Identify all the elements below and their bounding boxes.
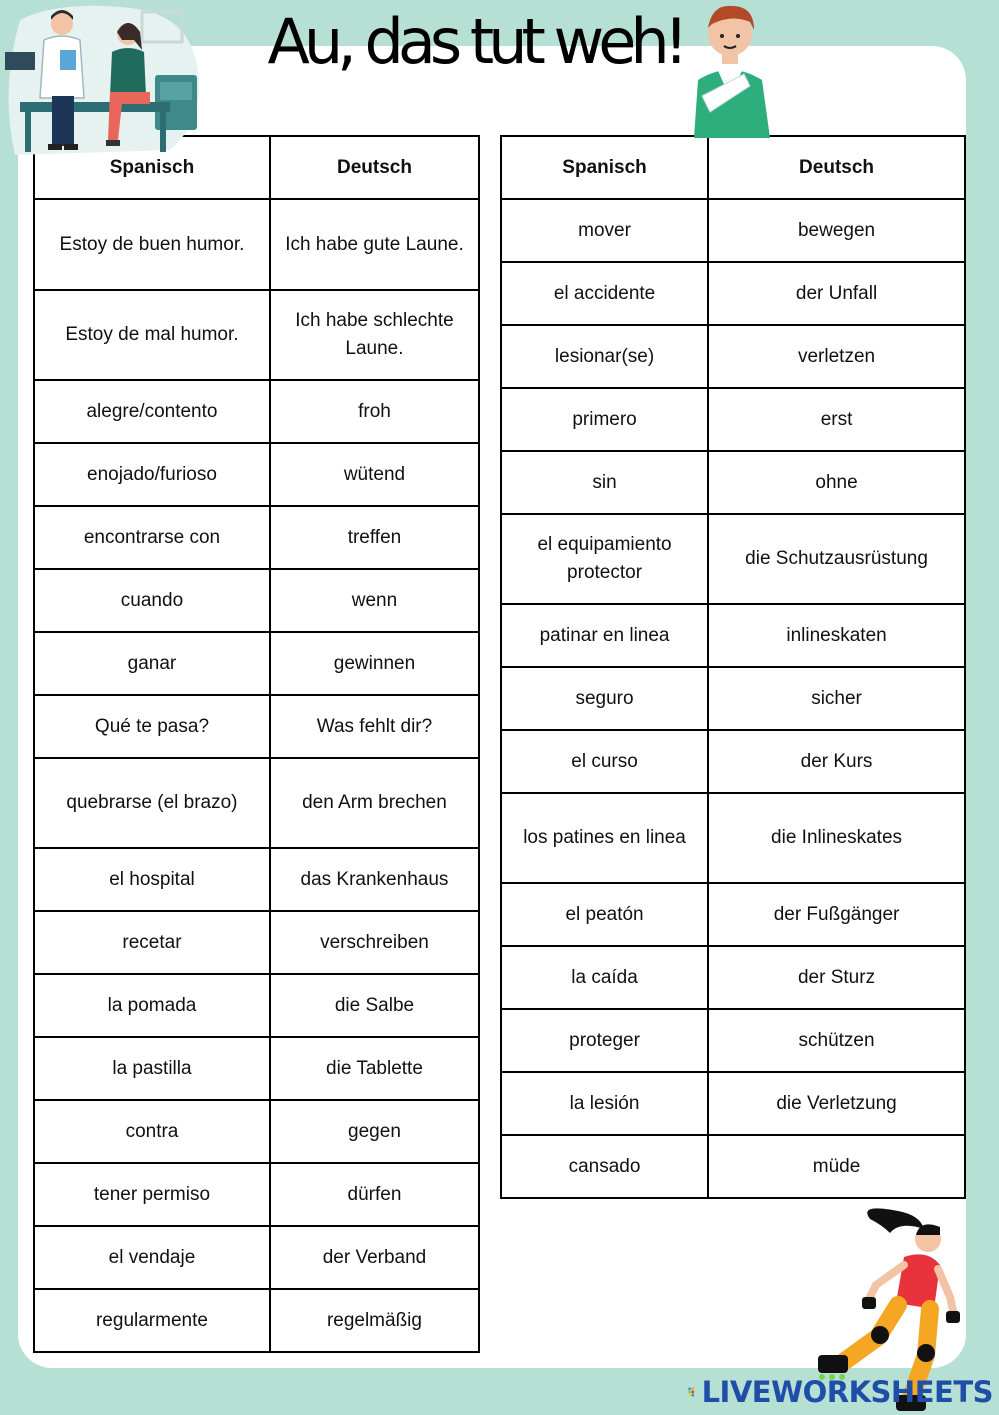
spanish-term: Qué te pasa? <box>34 695 270 758</box>
table-row <box>501 514 965 604</box>
table-row <box>34 1163 479 1226</box>
spanish-term: primero <box>501 388 708 451</box>
spanish-term: los patines en linea <box>501 793 708 883</box>
table-row <box>34 695 479 758</box>
vocab-table-left <box>33 135 480 1353</box>
spanish-term: mover <box>501 199 708 262</box>
table-row <box>34 758 479 848</box>
spanish-term: Estoy de mal humor. <box>34 290 270 380</box>
table-row <box>501 667 965 730</box>
german-term: verschreiben <box>270 911 479 974</box>
spanish-term: la lesión <box>501 1072 708 1135</box>
spanish-term: Estoy de buen humor. <box>34 199 270 290</box>
page-title: Au, das tut weh! <box>267 5 683 78</box>
german-term: der Sturz <box>708 946 965 1009</box>
table-row <box>501 199 965 262</box>
spanish-term: la pomada <box>34 974 270 1037</box>
table-row <box>34 290 479 380</box>
spanish-term: proteger <box>501 1009 708 1072</box>
german-term: müde <box>708 1135 965 1198</box>
german-term: erst <box>708 388 965 451</box>
spanish-term: cuando <box>34 569 270 632</box>
spanish-term: quebrarse (el brazo) <box>34 758 270 848</box>
spanish-term: enojado/furioso <box>34 443 270 506</box>
spanish-term: seguro <box>501 667 708 730</box>
german-term: froh <box>270 380 479 443</box>
table-row <box>34 974 479 1037</box>
table-row <box>34 1226 479 1289</box>
german-term: der Verband <box>270 1226 479 1289</box>
german-term: sicher <box>708 667 965 730</box>
table-row <box>34 911 479 974</box>
german-term: dürfen <box>270 1163 479 1226</box>
table-row <box>34 569 479 632</box>
german-term: gewinnen <box>270 632 479 695</box>
table-row <box>34 199 479 290</box>
german-term: Was fehlt dir? <box>270 695 479 758</box>
german-term: die Schutzausrüstung <box>708 514 965 604</box>
table-row <box>501 730 965 793</box>
column-header-spanish: Spanisch <box>34 136 270 199</box>
german-term: der Fußgänger <box>708 883 965 946</box>
german-term: der Unfall <box>708 262 965 325</box>
table-row <box>501 262 965 325</box>
german-term: verletzen <box>708 325 965 388</box>
spanish-term: lesionar(se) <box>501 325 708 388</box>
table-row <box>34 848 479 911</box>
spanish-term: sin <box>501 451 708 514</box>
table-row <box>501 1009 965 1072</box>
liveworksheets-logo-icon <box>688 1377 698 1407</box>
spanish-term: encontrarse con <box>34 506 270 569</box>
table-row <box>501 1072 965 1135</box>
column-header-german: Deutsch <box>270 136 479 199</box>
german-term: wenn <box>270 569 479 632</box>
spanish-term: tener permiso <box>34 1163 270 1226</box>
spanish-term: el hospital <box>34 848 270 911</box>
spanish-term: ganar <box>34 632 270 695</box>
german-term: die Salbe <box>270 974 479 1037</box>
spanish-term: el peatón <box>501 883 708 946</box>
logo-text: LIVEWORKSHEETS <box>701 1375 993 1409</box>
column-header-spanish: Spanisch <box>501 136 708 199</box>
table-row <box>501 946 965 1009</box>
table-row <box>34 506 479 569</box>
spanish-term: patinar en linea <box>501 604 708 667</box>
german-term: der Kurs <box>708 730 965 793</box>
vocab-table-right <box>500 135 966 1199</box>
column-header-german: Deutsch <box>708 136 965 199</box>
table-row <box>501 793 965 883</box>
german-term: ohne <box>708 451 965 514</box>
spanish-term: la pastilla <box>34 1037 270 1100</box>
spanish-term: el vendaje <box>34 1226 270 1289</box>
german-term: Ich habe gute Laune. <box>270 199 479 290</box>
liveworksheets-logo <box>688 1372 993 1412</box>
spanish-term: cansado <box>501 1135 708 1198</box>
doctor-patient-illustration <box>0 0 205 160</box>
spanish-term: regularmente <box>34 1289 270 1352</box>
german-term: die Inlineskates <box>708 793 965 883</box>
table-row <box>501 451 965 514</box>
spanish-term: alegre/contento <box>34 380 270 443</box>
injured-patient-illustration <box>680 0 780 138</box>
table-header-row <box>501 136 965 199</box>
spanish-term: el accidente <box>501 262 708 325</box>
table-row <box>34 1037 479 1100</box>
spanish-term: recetar <box>34 911 270 974</box>
spanish-term: el equipamiento protector <box>501 514 708 604</box>
table-row <box>34 443 479 506</box>
table-row <box>501 604 965 667</box>
german-term: wütend <box>270 443 479 506</box>
table-row <box>34 380 479 443</box>
table-row <box>34 1100 479 1163</box>
table-row <box>501 325 965 388</box>
german-term: schützen <box>708 1009 965 1072</box>
table-row <box>501 883 965 946</box>
german-term: regelmäßig <box>270 1289 479 1352</box>
spanish-term: contra <box>34 1100 270 1163</box>
table-row <box>34 1289 479 1352</box>
german-term: gegen <box>270 1100 479 1163</box>
german-term: bewegen <box>708 199 965 262</box>
spanish-term: la caída <box>501 946 708 1009</box>
table-row <box>501 388 965 451</box>
spanish-term: el curso <box>501 730 708 793</box>
german-term: die Verletzung <box>708 1072 965 1135</box>
table-row <box>34 632 479 695</box>
german-term: inlineskaten <box>708 604 965 667</box>
german-term: Ich habe schlechte Laune. <box>270 290 479 380</box>
table-row <box>501 1135 965 1198</box>
german-term: das Krankenhaus <box>270 848 479 911</box>
german-term: den Arm brechen <box>270 758 479 848</box>
german-term: treffen <box>270 506 479 569</box>
german-term: die Tablette <box>270 1037 479 1100</box>
